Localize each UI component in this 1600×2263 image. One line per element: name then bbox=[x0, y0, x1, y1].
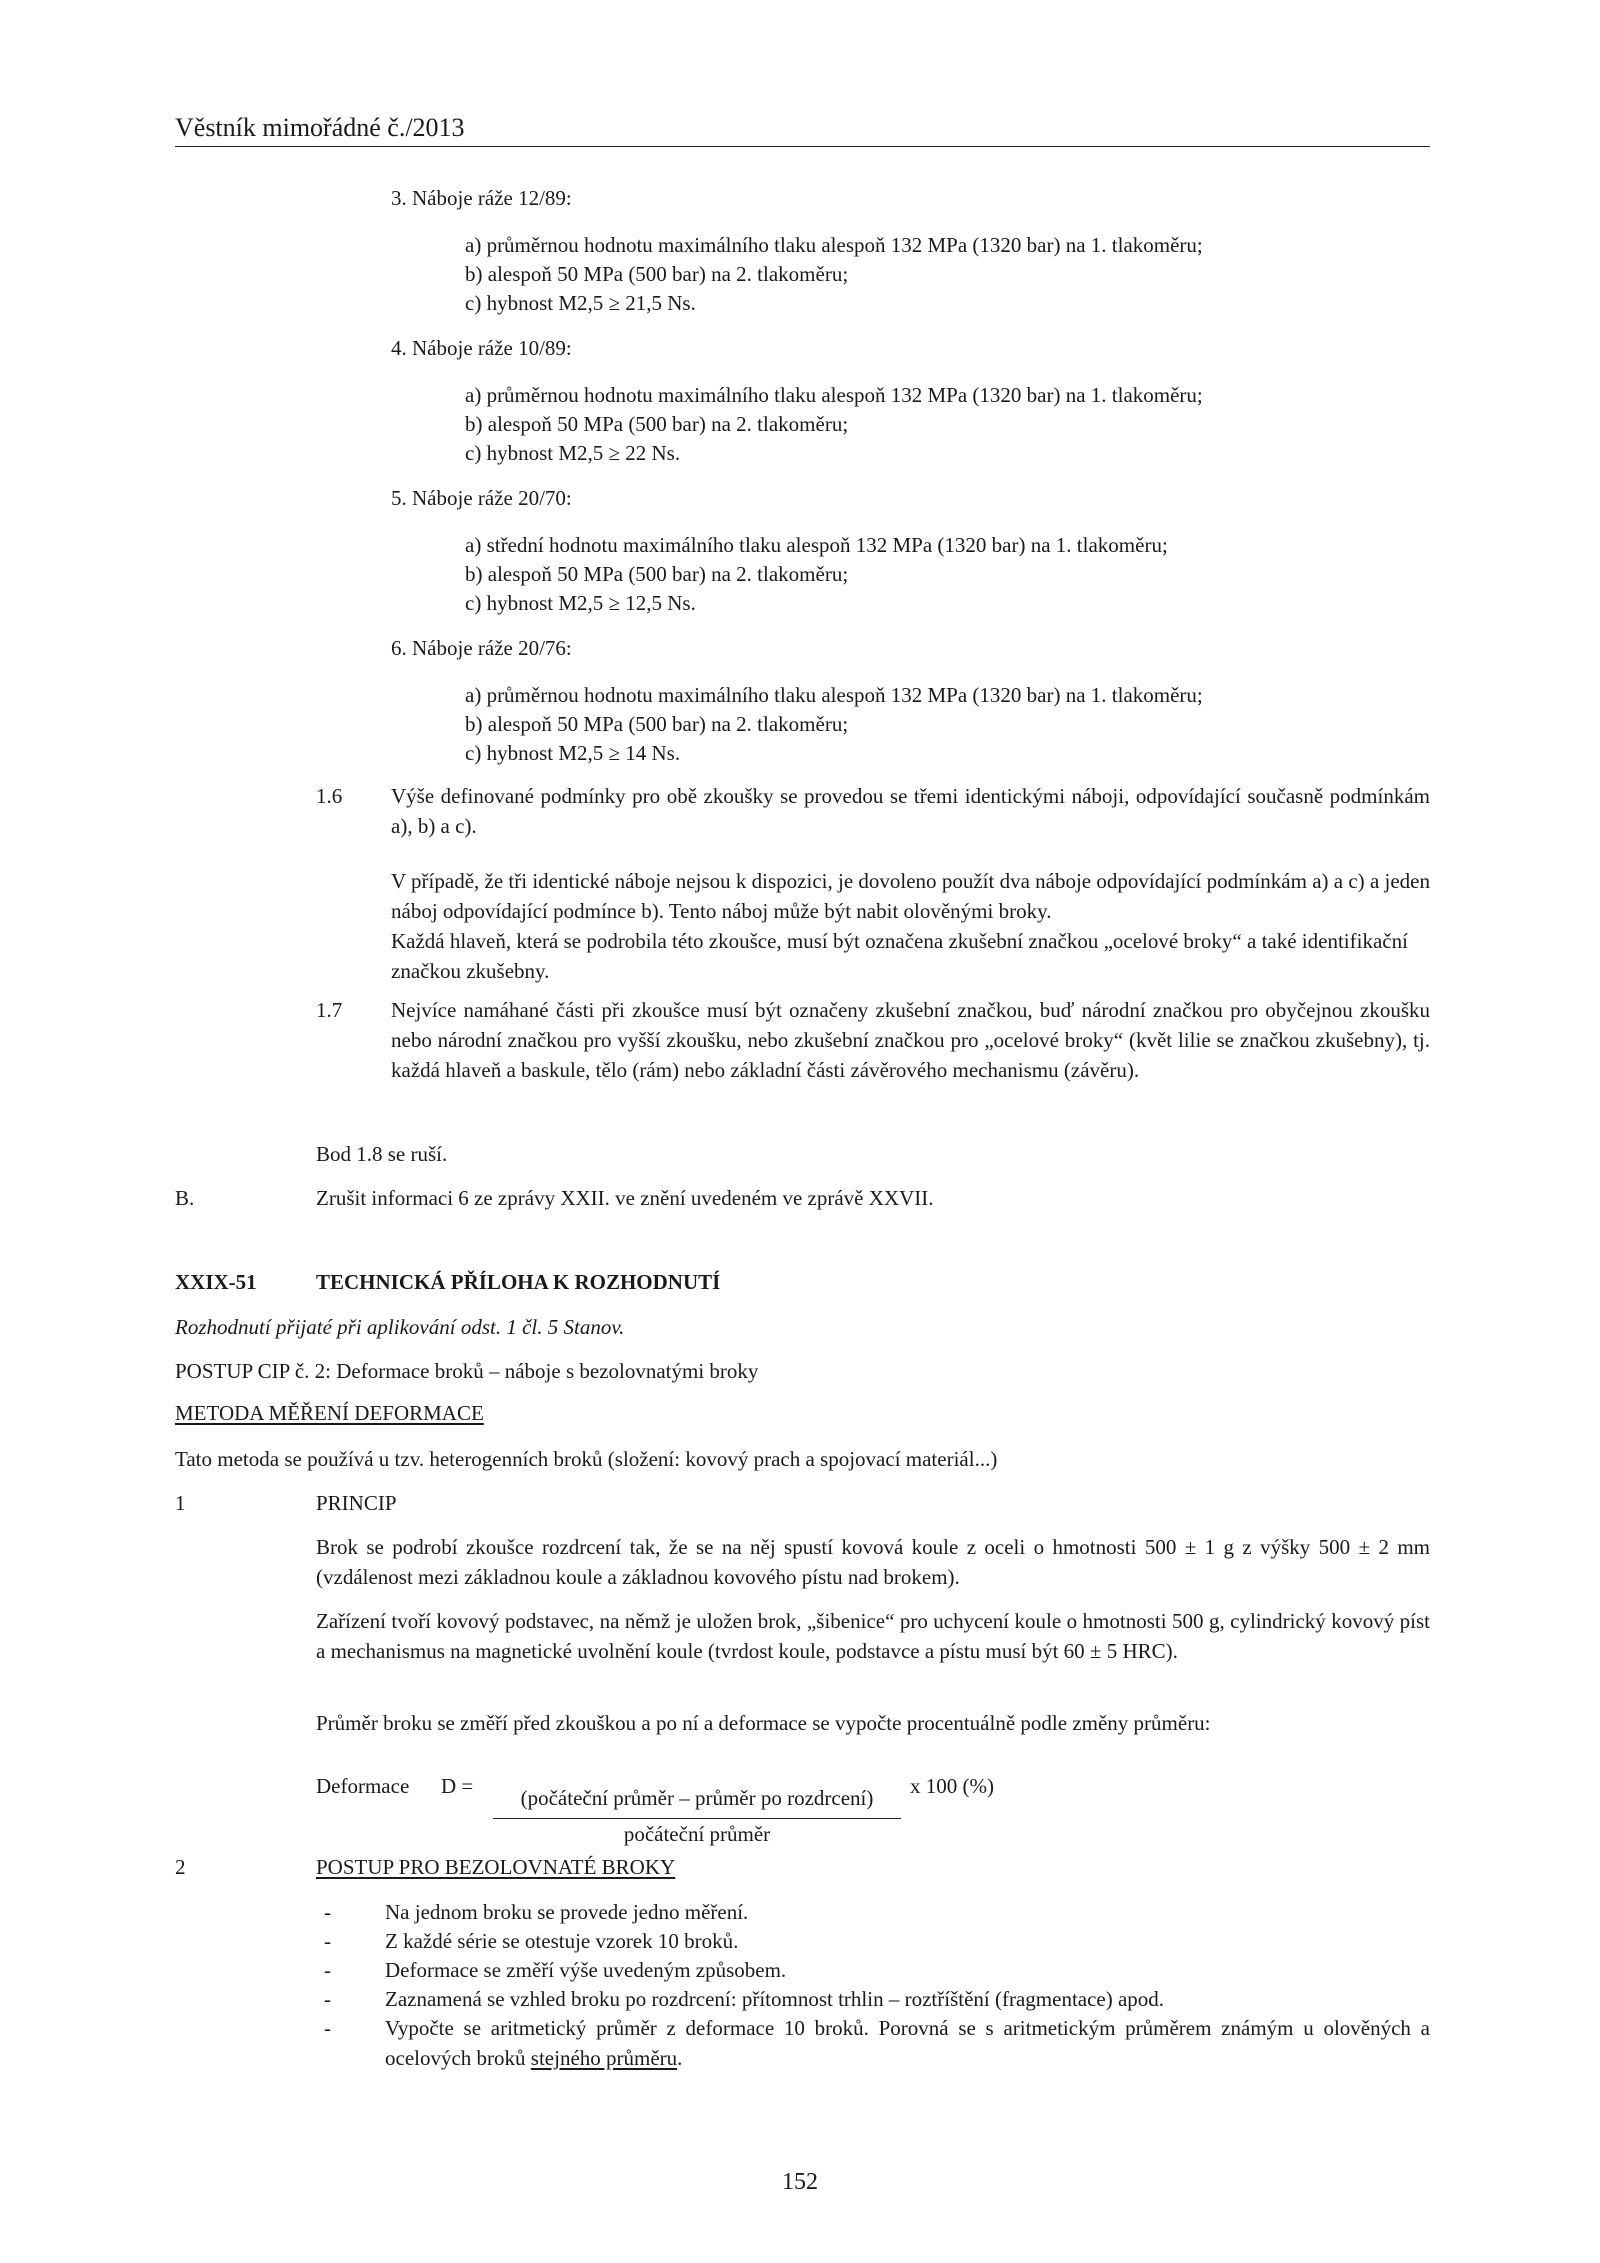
bullet-dash: - bbox=[324, 1958, 331, 1982]
ammo-5-line-a: a) střední hodnotu maximálního tlaku alespoň 132 MPa (1320 bar) na 1. tlakoměru; bbox=[465, 533, 1168, 557]
principle-paragraph-1: Brok se podrobí zkoušce rozdrcení tak, že se na něj spustí kovová koule z oceli o hmotnosti 500 ± 1 g z výšky 500 ± 2 mm (vzdálenost mezi základnou koule a základnou kovového pístu nad brokem). bbox=[316, 1535, 1430, 1589]
procedure-item-5-underlined: stejného průměru bbox=[530, 2046, 678, 2070]
xxix-subtitle: Rozhodnutí přijaté při aplikování odst. 1 čl. 5 Stanov. bbox=[175, 1315, 625, 1339]
procedure-item-2: Z každé série se otestuje vzorek 10 broků. bbox=[385, 1929, 739, 1953]
procedure-item-5-end: . bbox=[677, 2046, 683, 2070]
xxix-title: TECHNICKÁ PŘÍLOHA K ROZHODNUTÍ bbox=[316, 1270, 721, 1294]
ammo-heading-4: 4. Náboje ráže 10/89: bbox=[391, 336, 572, 360]
procedure-item-4: Zaznamená se vzhled broku po rozdrcení: přítomnost trhlin – roztříštění (fragmentace) apod. bbox=[385, 1987, 1165, 2011]
section-1-6-paragraph-2: V případě, že tři identické náboje nejsou k dispozici, je dovoleno použít dva náboje odpovídající podmínkám a) a c) a jeden náboj odpovídající podmínce b). Tento náboj může být nabit olověnými broky. bbox=[391, 869, 1430, 923]
procedure-item-5 bbox=[385, 2013, 1430, 2073]
procedure-heading: POSTUP PRO BEZOLOVNATÉ BROKY bbox=[316, 1855, 676, 1879]
bullet-dash: - bbox=[324, 1987, 331, 2011]
ammo-4-line-b: b) alespoň 50 MPa (500 bar) na 2. tlakoměru; bbox=[465, 412, 849, 436]
method-intro: Tato metoda se používá u tzv. heterogenních broků (složení: kovový prach a spojovací materiál...) bbox=[175, 1447, 998, 1471]
formula-denominator: počáteční průměr bbox=[623, 1822, 771, 1846]
section-1-6-paragraph-3: Každá hlaveň, která se podrobila této zkoušce, musí být označena zkušební značkou „ocelové broky“ a také identifikační značkou zkušebny. bbox=[391, 929, 1408, 983]
section-1-7-paragraph: Nejvíce namáhané části při zkoušce musí být označeny zkušební značkou, buď národní značkou pro obyčejnou zkoušku nebo národní značkou pro vyšší zkoušku, nebo zkušební značkou pro „ocelové broky“ (květ lilie se značkou zkušebny), tj. každá hlaveň a baskule, tělo (rám) nebo základní části závěrového mechanismu (závěru). bbox=[391, 998, 1430, 1082]
bullet-dash: - bbox=[324, 2016, 331, 2040]
page-header-title: Věstník mimořádné č./2013 bbox=[175, 113, 465, 142]
formula-label: Deformace bbox=[316, 1774, 410, 1798]
principle-paragraph-2: Zařízení tvoří kovový podstavec, na němž je uložen brok, „šibenice“ pro uchycení koule o hmotnosti 500 g, cylindrický kovový píst a mechanismus na magnetické uvolnění koule (tvrdost koule, podstavce a pístu musí být 60 ± 5 HRC). bbox=[316, 1609, 1430, 1663]
procedure-item-3: Deformace se změří výše uvedeným způsobem. bbox=[385, 1958, 787, 1982]
xxix-code: XXIX-51 bbox=[175, 1270, 257, 1294]
ammo-4-line-c: c) hybnost M2,5 ≥ 22 Ns. bbox=[465, 441, 681, 465]
procedure-item-1: Na jednom broku se provede jedno měření. bbox=[385, 1900, 749, 1924]
section-number-1-7: 1.7 bbox=[316, 998, 343, 1022]
ammo-3-line-c: c) hybnost M2,5 ≥ 21,5 Ns. bbox=[465, 291, 696, 315]
ammo-4-line-a: a) průměrnou hodnotu maximálního tlaku alespoň 132 MPa (1320 bar) na 1. tlakoměru; bbox=[465, 383, 1203, 407]
formula-factor: x 100 (%) bbox=[910, 1774, 994, 1798]
bullet-dash: - bbox=[324, 1900, 331, 1924]
formula-numerator: (počáteční průměr – průměr po rozdrcení) bbox=[520, 1786, 874, 1810]
ammo-heading-5: 5. Náboje ráže 20/70: bbox=[391, 486, 572, 510]
ammo-6-line-c: c) hybnost M2,5 ≥ 14 Ns. bbox=[465, 741, 681, 765]
bullet-dash: - bbox=[324, 1929, 331, 1953]
principle-number: 1 bbox=[175, 1491, 186, 1515]
method-heading: METODA MĚŘENÍ DEFORMACE bbox=[175, 1401, 484, 1425]
section-b-label: B. bbox=[175, 1186, 195, 1210]
bod-1-8-note: Bod 1.8 se ruší. bbox=[316, 1142, 448, 1166]
ammo-3-line-a: a) průměrnou hodnotu maximálního tlaku alespoň 132 MPa (1320 bar) na 1. tlakoměru; bbox=[465, 233, 1203, 257]
principle-paragraph-3: Průměr broku se změří před zkouškou a po ní a deformace se vypočte procentuálně podle změny průměru: bbox=[316, 1711, 1211, 1735]
ammo-5-line-c: c) hybnost M2,5 ≥ 12,5 Ns. bbox=[465, 591, 696, 615]
ammo-3-line-b: b) alespoň 50 MPa (500 bar) na 2. tlakoměru; bbox=[465, 262, 849, 286]
section-1-6-paragraph-1: Výše definované podmínky pro obě zkoušky se provedou se třemi identickými náboji, odpovídající současně podmínkám a), b) a c). bbox=[391, 784, 1430, 838]
ammo-6-line-b: b) alespoň 50 MPa (500 bar) na 2. tlakoměru; bbox=[465, 712, 849, 736]
ammo-heading-6: 6. Náboje ráže 20/76: bbox=[391, 636, 572, 660]
procedure-item-5-text: Vypočte se aritmetický průměr z deformace 10 broků. Porovná se s aritmetickým průměrem známým u olověných a ocelových broků bbox=[385, 2016, 1430, 2070]
header-divider bbox=[175, 146, 1430, 147]
section-number-1-6: 1.6 bbox=[316, 784, 343, 808]
ammo-5-line-b: b) alespoň 50 MPa (500 bar) na 2. tlakoměru; bbox=[465, 562, 849, 586]
section-b-text: Zrušit informaci 6 ze zprávy XXII. ve znění uvedeném ve zprávě XXVII. bbox=[316, 1186, 934, 1210]
procedure-title: POSTUP CIP č. 2: Deformace broků – náboje s bezolovnatými broky bbox=[175, 1359, 759, 1383]
procedure-number: 2 bbox=[175, 1855, 186, 1879]
page-number: 152 bbox=[782, 2169, 818, 2195]
ammo-heading-3: 3. Náboje ráže 12/89: bbox=[391, 186, 572, 210]
formula-lhs: D = bbox=[441, 1774, 474, 1798]
ammo-6-line-a: a) průměrnou hodnotu maximálního tlaku alespoň 132 MPa (1320 bar) na 1. tlakoměru; bbox=[465, 683, 1203, 707]
principle-title: PRINCIP bbox=[316, 1491, 397, 1515]
